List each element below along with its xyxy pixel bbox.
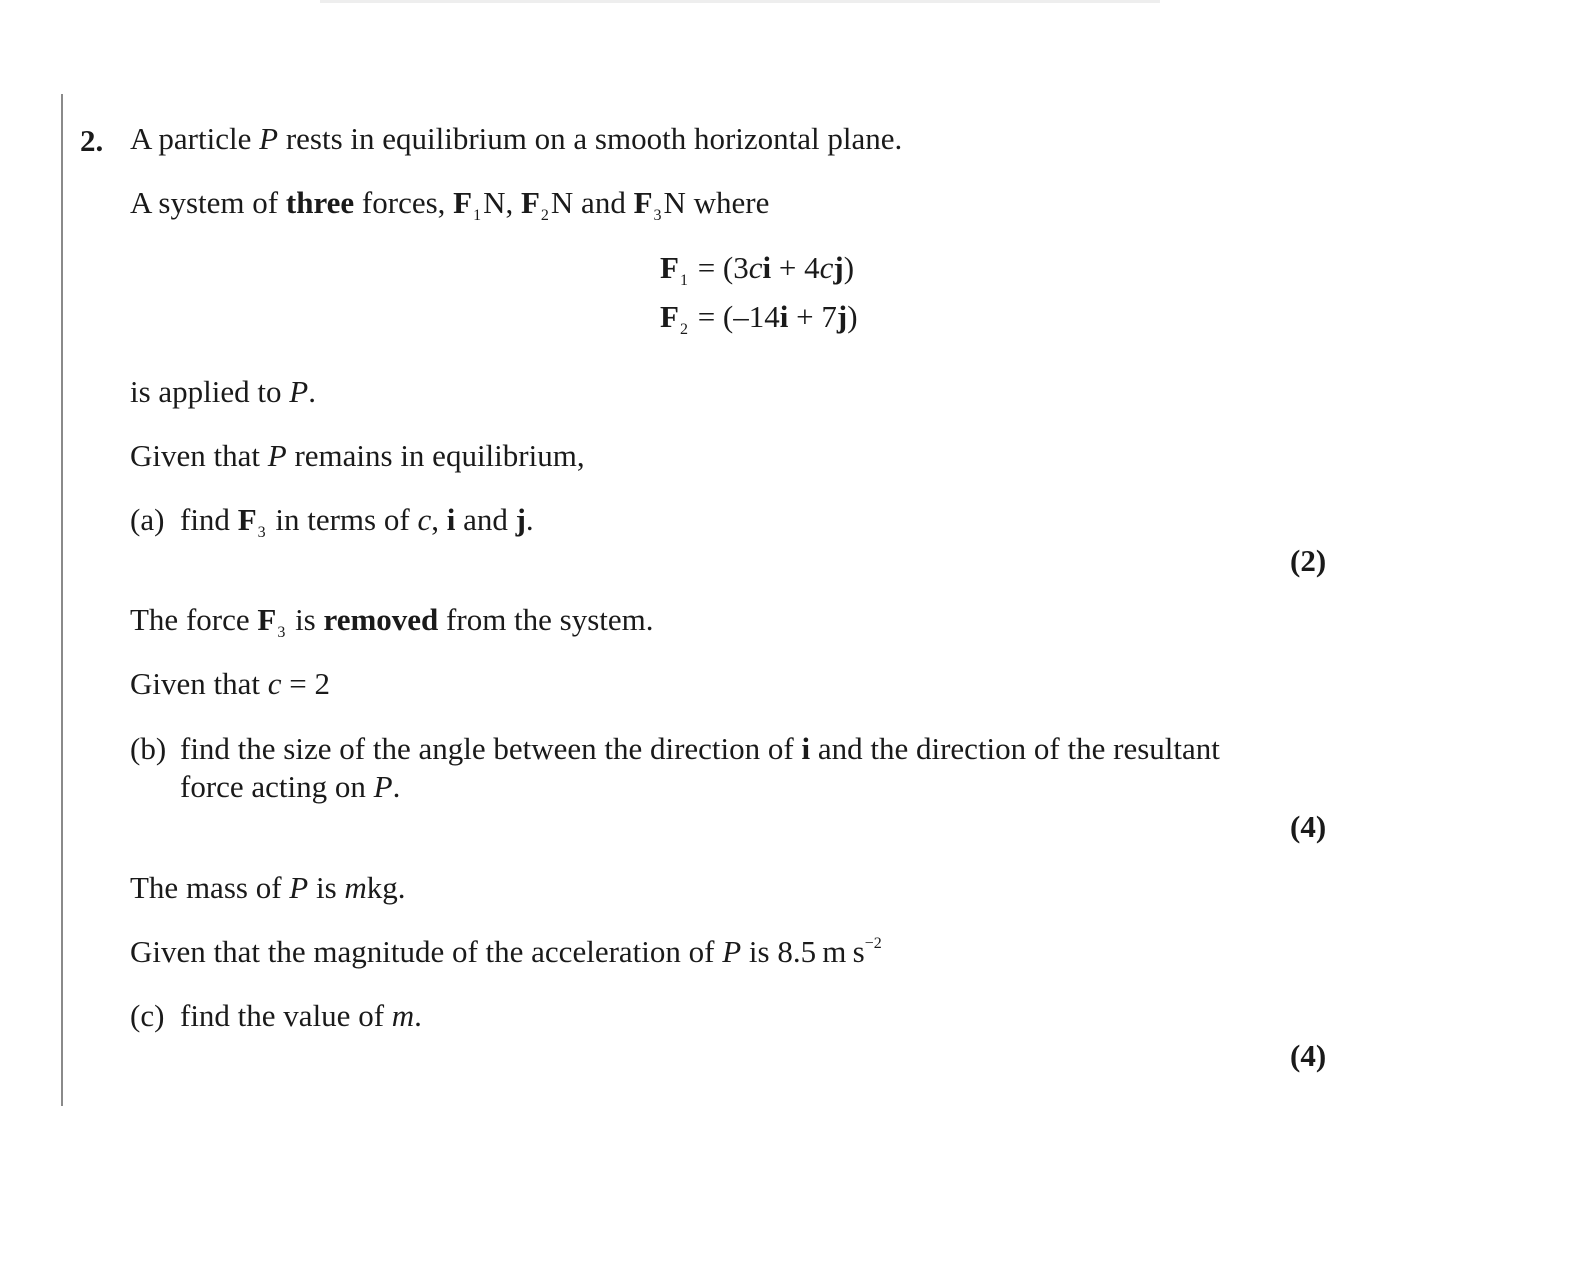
part-c: (c) find the value of m. xyxy=(130,998,422,1033)
part-b-marks: (4) xyxy=(1290,809,1327,844)
part-b-line-2: force acting on P. xyxy=(180,769,401,804)
system-line: A system of three forces, $F_1N$, $F_2N$ and $F_3N$ where xyxy=(130,185,770,224)
given-c-line: Given that c = 2 xyxy=(130,666,330,701)
mass-line: The mass of P is mkg. xyxy=(130,870,406,905)
equation-f2: $F_2 = (-14i + 7j)$ xyxy=(660,299,858,338)
part-c-label: (c) xyxy=(130,998,165,1033)
top-edge-artifact xyxy=(320,0,1160,3)
acceleration-line: Given that the magnitude of the acceleration of P is 8.5 m $s^{-2}$ xyxy=(130,934,882,969)
part-a-marks: (2) xyxy=(1290,543,1327,578)
part-a: (a) find $F_3$ in terms of c, i and j. xyxy=(130,502,534,541)
part-b-label: (b) xyxy=(130,731,167,766)
question-number: 2. xyxy=(80,123,104,158)
part-a-label: (a) xyxy=(130,502,165,537)
part-c-marks: (4) xyxy=(1290,1038,1327,1073)
margin-rule xyxy=(61,94,63,1106)
applied-line: is applied to P. xyxy=(130,374,316,409)
part-b-line-1: (b) find the size of the angle between the direction of i and the direction of the resultant xyxy=(130,731,1220,766)
intro-line: A particle P rests in equilibrium on a smooth horizontal plane. xyxy=(130,121,903,156)
removed-line: The force $F_3$ is removed from the system. xyxy=(130,602,654,641)
given-equilibrium-line: Given that P remains in equilibrium, xyxy=(130,438,585,473)
equation-f1: $F_1 = (3ci + 4cj)$ xyxy=(660,250,855,289)
